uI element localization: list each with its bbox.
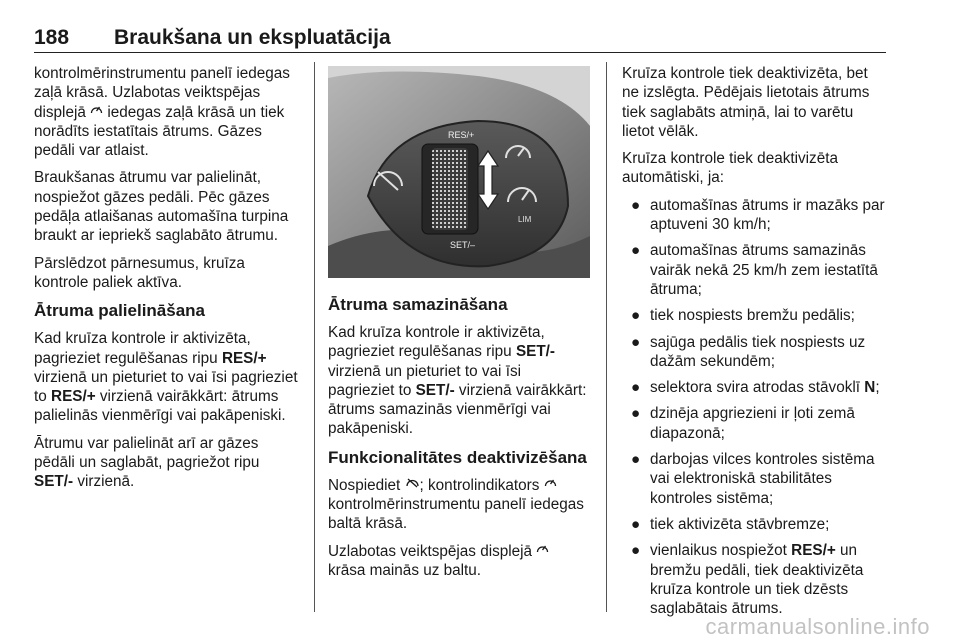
steering-wheel-controls-figure [328,66,590,278]
paragraph: Pārslēdzot pārnesumus, kruīza kontrole paliek aktīva. [34,254,245,291]
list-item: ● darbojas vilces kontroles sistēma vai elektroniskā stabilitātes kontroles sistēma; [631,451,875,507]
bullet: ● [631,379,641,397]
page-number: 188 [34,26,70,49]
cruise-icon [90,103,103,122]
cruise-cancel-icon [405,476,420,495]
figure-label-lim: LIM [518,215,532,224]
watermark: carmanualsonline.info [705,614,930,639]
bullet: ● [631,242,641,260]
section-title: Braukšana un ekspluatācija [114,26,391,49]
list-item: ● automašīnas ātrums samazinās vairāk nekā 25 km/h zem iestatītā ātruma; [631,242,878,298]
list-item: ● tiek aktivizēta stāvbremze; [631,515,830,533]
deactivation-conditions-list [622,196,888,619]
paragraph: Kruīza kontrole tiek deaktivizēta, bet ne izslēgta. Pēdējais lietotais ātrums tiek saglabāts atmiņā, lai to varētu lietot vēlāk. [622,65,870,140]
bullet: ● [631,196,641,214]
page-header [34,24,886,53]
paragraph: Kruīza kontrole tiek deaktivizēta automātiski, ja: [622,150,838,187]
column-middle [328,290,590,588]
bullet: ● [631,405,641,423]
column-right [622,64,888,625]
paragraph: Ātrumu var palielināt arī ar gāzes pēdāli un saglabāt, pagriežot ripu SET/- virzienā. [34,434,260,491]
heading-deactivation: Funkcionalitātes deaktivizēšana [328,447,587,467]
paragraph: Braukšanas ātrumu var palielināt, nospiežot gāzes pedāli. Pēc gāzes pedāļa atlaišanas automašīna turpina braukt ar iepriekš saglabāto ātrumu. [34,169,289,245]
bullet: ● [631,451,641,469]
cruise-icon [544,476,557,495]
heading-speed-decrease: Ātruma samazināšana [328,295,508,314]
bullet: ● [631,542,641,560]
figure-label-res: RES/+ [448,130,475,140]
list-item: ● vienlaikus nospiežot RES/+ un bremžu pedāli, tiek deaktivizēta kruīza kontrole un tiek dzēsts saglabātais ātrums. [631,542,864,618]
paragraph: kontrolmērinstrumentu panelī iedegas zaļā krāsā. Uzlabotas veiktspējas displejā iedegas zaļā krāsā un tiek norādīts iestatītais ātrums. Gāzes pedāli var atlaist. [34,65,290,160]
list-item: ● sajūga pedālis tiek nospiests uz dažām sekundēm; [631,333,866,370]
bullet: ● [631,307,641,325]
bullet: ● [631,333,641,351]
steering-wheel-illustration [328,66,590,278]
column-left [34,64,302,500]
bullet: ● [631,515,641,533]
cruise-icon [536,542,549,561]
paragraph: Uzlabotas veiktspējas displejā krāsa mainās uz baltu. [328,542,590,581]
list-item: ● tiek nospiests bremžu pedālis; [631,307,855,325]
figure-label-set: SET/– [450,240,476,250]
paragraph: Kad kruīza kontrole ir aktivizēta, pagrieziet regulēšanas ripu RES/+ virzienā un pieturiet to vai īsi pagrieziet to RES/+ virzienā vairākkārt: ātrums palielinās vienmērīgi vai pakāpeniski. [34,330,298,425]
paragraph: Kad kruīza kontrole ir aktivizēta, pagrieziet regulēšanas ripu SET/- virzienā un pieturiet to vai īsi pagrieziet to SET/- virzienā vairākkārt: ātrums samazinās vienmērīgi vai pakāpeniski. [328,324,587,438]
list-item: ● selektora svira atrodas stāvoklī N; [631,379,880,397]
heading-speed-increase: Ātruma palielināšana [34,301,206,321]
list-item: ● automašīnas ātrums ir mazāks par aptuveni 30 km/h; [631,196,885,234]
column-divider [314,62,315,612]
list-item: ● dzinēja apgriezieni ir ļoti zemā diapazonā; [631,405,855,442]
paragraph: Nospiediet ; kontrolindikators kontrolmērinstrumentu panelī iedegas baltā krāsā. [328,476,584,533]
column-divider [606,62,607,612]
